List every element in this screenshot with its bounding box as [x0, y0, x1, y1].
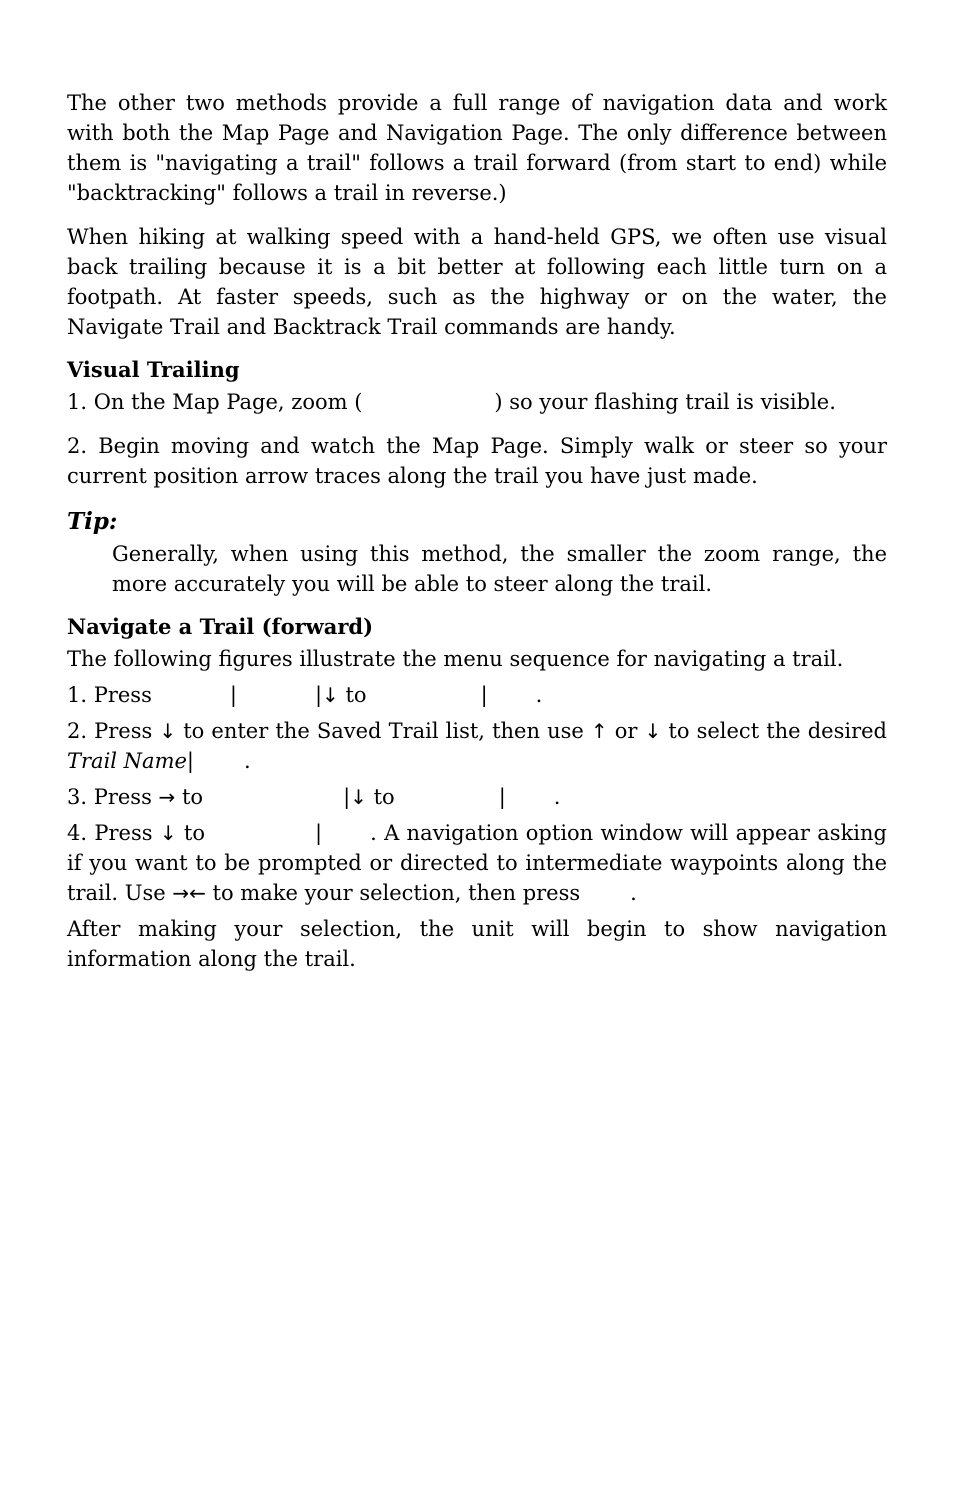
step-3-press: 3. Press — [67, 785, 159, 809]
period: . — [630, 881, 637, 905]
down-arrow-icon: ↓ — [322, 683, 339, 707]
separator: | — [315, 821, 323, 845]
visual-step-1-end: ) so your flashing trail is visible. — [494, 390, 836, 414]
step-2-press: 2. Press — [67, 719, 160, 743]
separator: | — [229, 683, 237, 707]
navigate-closing: After making your selection, the unit will begin to show navigation information along the trail. — [67, 917, 887, 971]
visual-step-2: 2. Begin moving and watch the Map Page. Simply walk or steer so your current position arrow traces along the trail you have just made. — [67, 434, 887, 488]
step-1-press: 1. Press — [67, 683, 152, 707]
step-4-select: to make your selection, then press — [205, 881, 581, 905]
navigate-step-2 — [67, 716, 887, 776]
right-arrow-icon: → — [158, 785, 176, 809]
paragraph-hiking: When hiking at walking speed with a hand-held GPS, we often use visual back trailing because it is a bit better at following each little turn on a footpath. At faster speeds, such as the highway or on the water, the Navigate Trail and Backtrack Trail commands are handy. — [67, 225, 887, 339]
period: . — [553, 785, 561, 809]
separator: | — [498, 785, 506, 809]
step-1-to: to — [338, 683, 367, 707]
heading-navigate-trail: Navigate a Trail (forward) — [67, 614, 374, 639]
down-arrow-icon: ↓ — [350, 785, 367, 809]
separator: | — [314, 683, 323, 707]
paragraph-methods: The other two methods provide a full range of navigation data and work with both the Map Page and Navigation Page. The only difference between them is "navigating a trail" follows a trail forward (from start to end) while "backtracking" follows a trail in reverse.) — [67, 91, 887, 205]
up-arrow-icon: ↑ — [590, 719, 608, 743]
step-3-to-2: to — [366, 785, 395, 809]
step-3-to: to — [175, 785, 204, 809]
visual-step-1-start: 1. On the Map Page, zoom ( — [67, 390, 363, 414]
down-arrow-icon: ↓ — [159, 821, 177, 845]
visual-step-1 — [67, 387, 887, 417]
step-2-text: to enter the Saved Trail list, then use — [176, 719, 591, 743]
tip-label: Tip: — [67, 508, 118, 535]
left-right-arrows-icon: →← — [172, 881, 206, 905]
tip-text: Generally, when using this method, the smaller the zoom range, the more accurately you will be able to steer along the trail. — [112, 542, 887, 596]
step-4-text: . A navigation option window will appear asking if you want to be prompted or directed to intermediate waypoints along the trail. Use — [67, 821, 887, 905]
trail-name-label: Trail Name — [67, 749, 187, 773]
separator: | — [343, 785, 351, 809]
separator: | — [480, 683, 488, 707]
step-4-to: to — [176, 821, 205, 845]
heading-visual-trailing: Visual Trailing — [67, 357, 240, 382]
down-arrow-icon: ↓ — [644, 719, 662, 743]
navigate-step-3 — [67, 782, 887, 812]
down-arrow-icon: ↓ — [159, 719, 177, 743]
document-page — [67, 88, 887, 974]
navigate-step-4 — [67, 818, 887, 908]
step-4-press: 4. Press — [67, 821, 160, 845]
step-2-or: or — [607, 719, 645, 743]
period: . — [535, 683, 543, 707]
navigate-step-1 — [67, 680, 887, 710]
period: . — [244, 749, 251, 773]
tip-body — [112, 539, 887, 599]
step-2-select: to select the desired — [661, 719, 887, 743]
navigate-intro: The following figures illustrate the menu sequence for navigating a trail. — [67, 647, 844, 671]
separator: | — [186, 749, 194, 773]
